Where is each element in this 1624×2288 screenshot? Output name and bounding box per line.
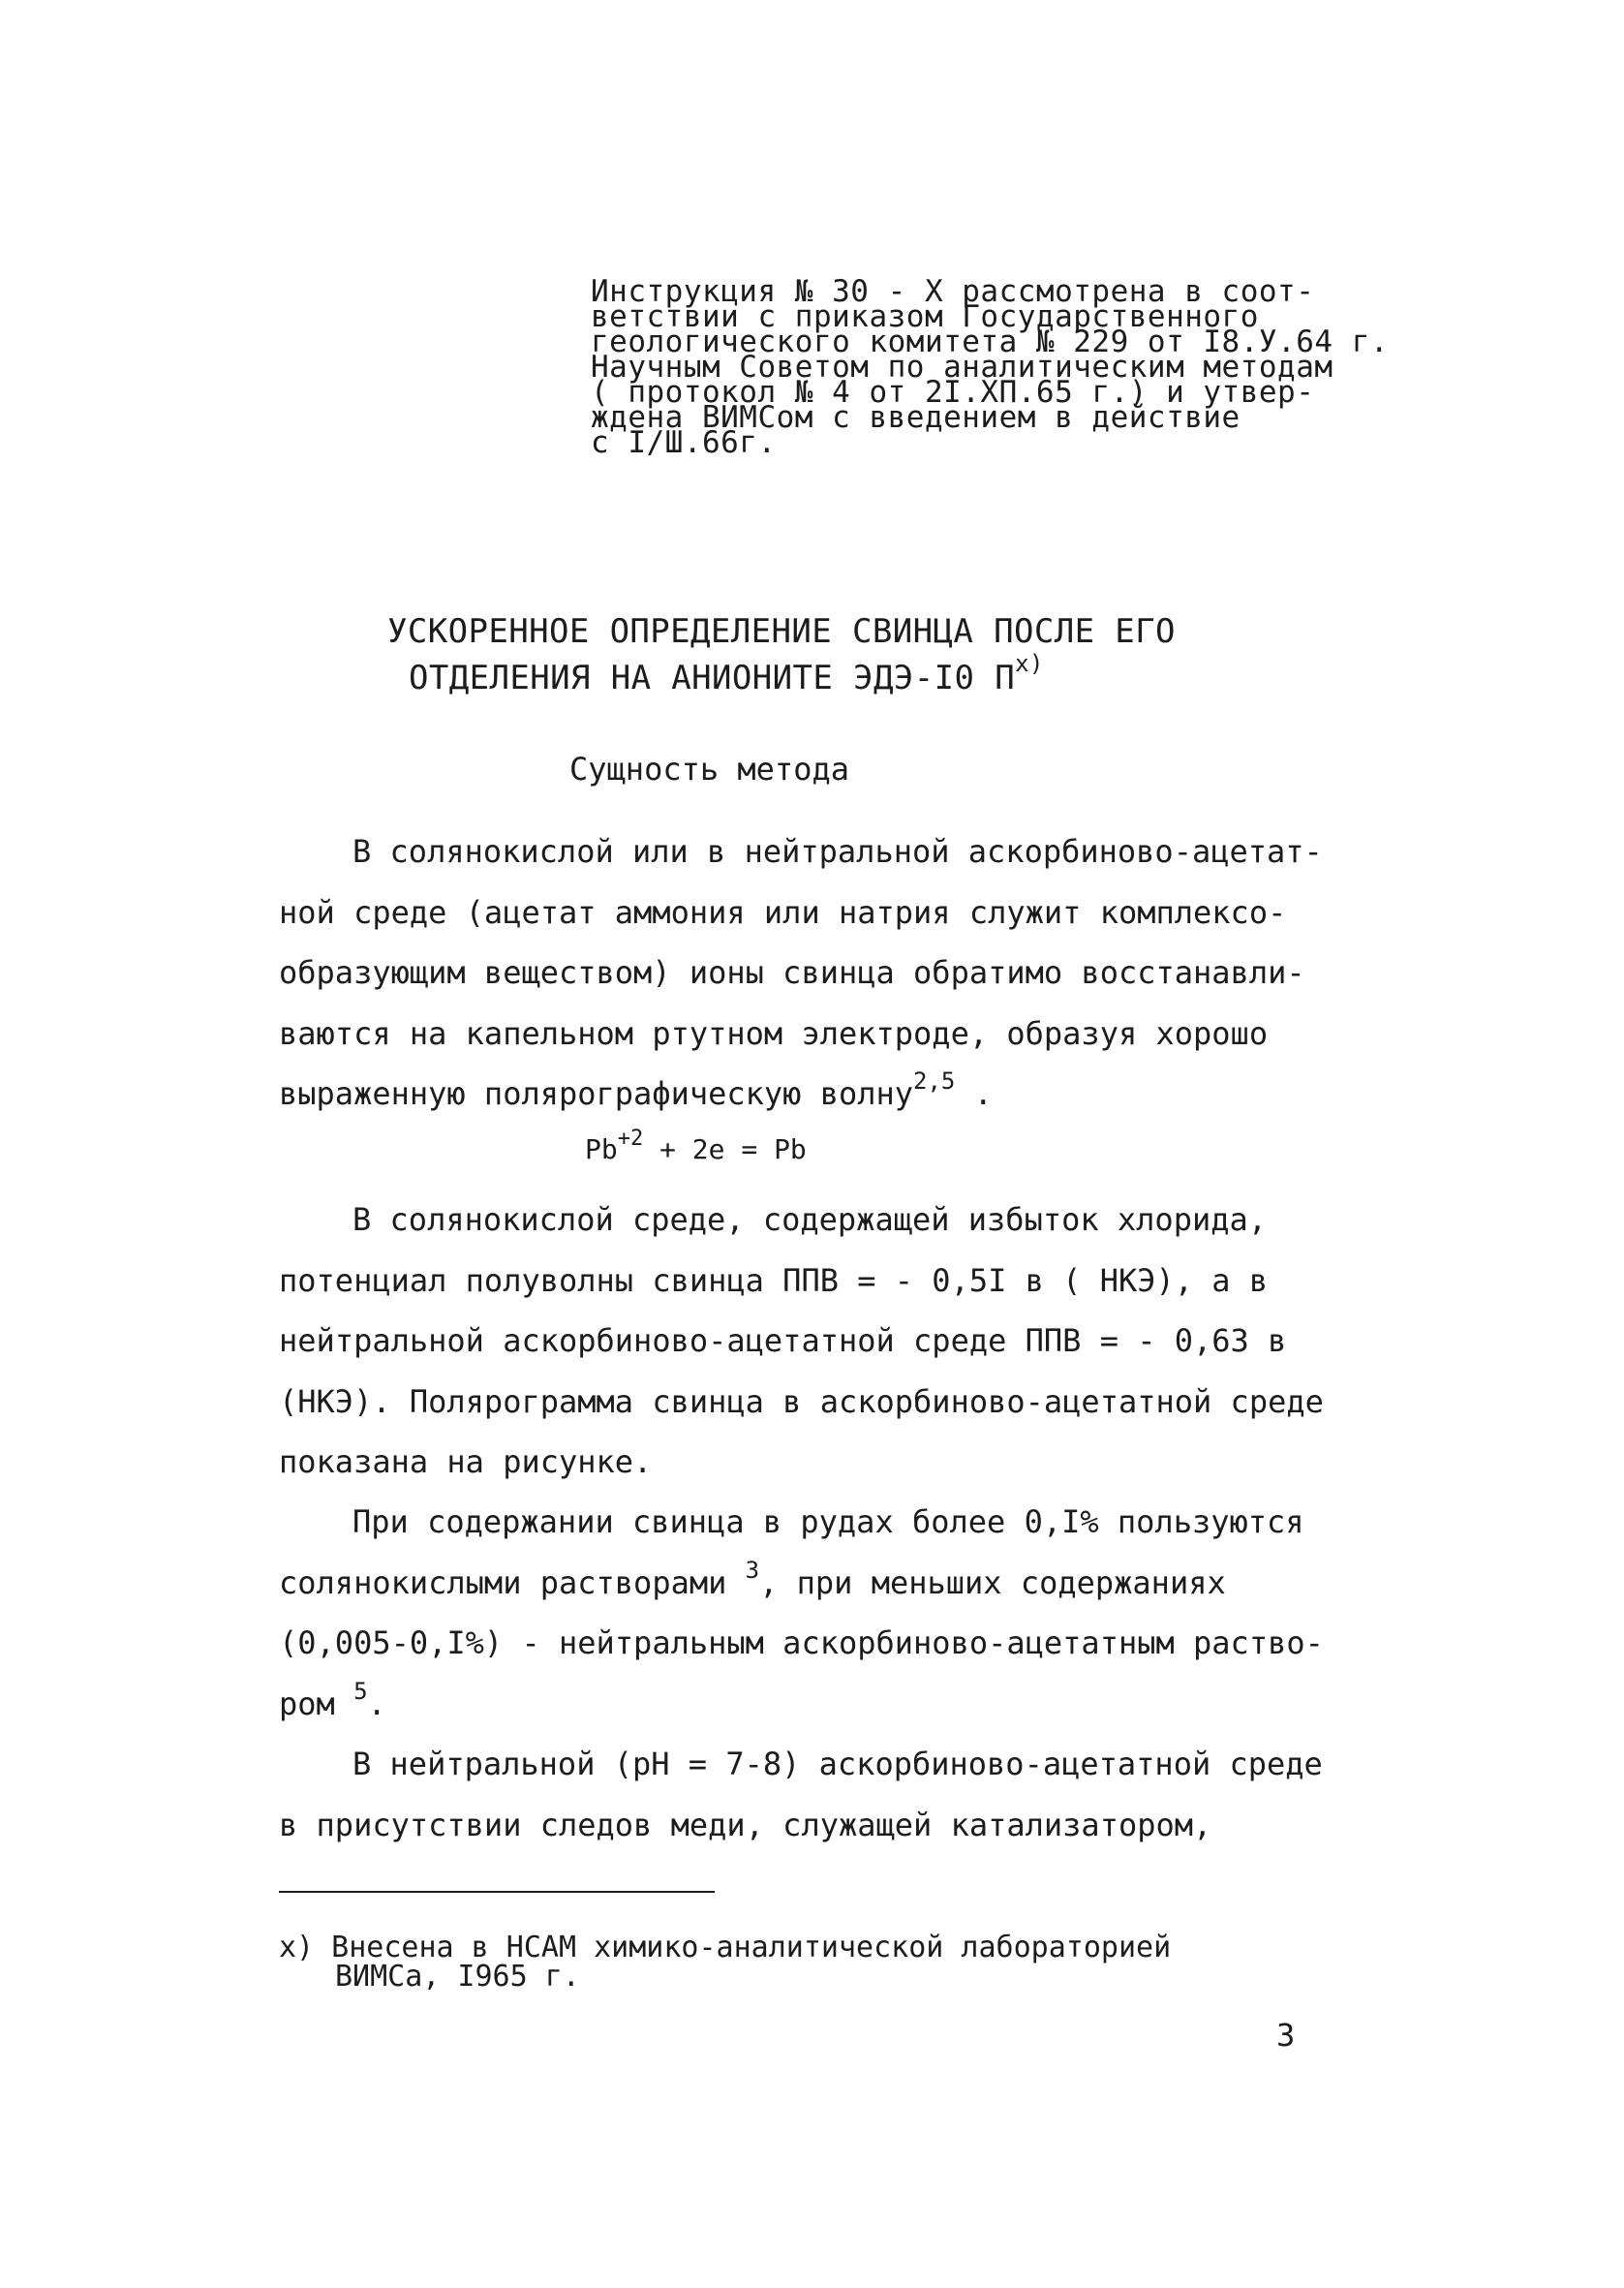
- approval-line: Инструкция № 30 - Х рассмотрена в соот-: [591, 274, 1315, 309]
- footnote-divider: [279, 1891, 715, 1893]
- page-number: 3: [1276, 2017, 1296, 2054]
- formula-charge: +2: [617, 1127, 644, 1151]
- reference-mark: 3: [745, 1556, 760, 1584]
- paragraph-line: ной среде (ацетат аммония или натрия служит комплексо-: [279, 893, 1287, 931]
- paragraph-line: показана на рисунке.: [279, 1443, 653, 1480]
- paragraph-3: [279, 1492, 1325, 1734]
- paragraph-line-text: ром: [279, 1685, 354, 1722]
- paragraph-line: (НКЭ). Полярограмма свинца в аскорбиново-ацетатной среде: [279, 1382, 1324, 1420]
- paragraph-line-text: , при меньших содержаниях: [759, 1563, 1226, 1601]
- paragraph-line-end: .: [955, 1075, 993, 1112]
- approval-line: с I/Ш.66г.: [591, 425, 777, 460]
- paragraph-line: потенциал полуволны свинца ППВ = - 0,5I в ( НКЭ), а в: [279, 1261, 1269, 1299]
- title-footnote-mark: x): [1015, 650, 1044, 677]
- paragraph-line: [279, 1553, 1325, 1614]
- paragraph-line: [279, 1064, 1325, 1125]
- section-heading: Сущность метода: [569, 751, 849, 788]
- paragraph-line: ваются на капельном ртутном электроде, образуя хорошо: [279, 1014, 1269, 1052]
- paragraph-line-end: .: [367, 1685, 386, 1722]
- paragraph-line: В солянокислой среде, содержащей избыток хлорида,: [352, 1201, 1268, 1238]
- footnote-line: x) Внесена в НСАМ химико-аналитической лабораторией: [279, 1931, 1172, 1964]
- reference-mark: 2,5: [913, 1067, 956, 1095]
- paragraph-line: При содержании свинца в рудах более 0,I% пользуются: [352, 1503, 1304, 1540]
- approval-line: Научным Советом по аналитическим методам: [591, 350, 1333, 385]
- paragraph-line-text: солянокислыми растворами: [279, 1563, 746, 1601]
- document-title: [387, 608, 1356, 701]
- reaction-formula: [585, 1127, 807, 1165]
- formula-rest: + 2e = Pb: [643, 1133, 807, 1165]
- title-line-2: [387, 650, 1356, 701]
- approval-line: геологического комитета № 229 от I8.У.64 г.: [591, 325, 1390, 359]
- paragraph-1: [279, 821, 1325, 1125]
- approval-note: [591, 274, 1443, 460]
- title-line-1: УСКОРЕННОЕ ОПРЕДЕЛЕНИЕ СВИНЦА ПОСЛЕ ЕГО: [387, 612, 1176, 651]
- reference-mark: 5: [353, 1677, 368, 1705]
- paragraph-line: нейтральной аскорбиново-ацетатной среде ППВ = - 0,63 в: [279, 1322, 1287, 1359]
- paragraph-line: В нейтральной (pH = 7-8) аскорбиново-ацетатной среде: [352, 1746, 1323, 1782]
- paragraph-line: [279, 1674, 1325, 1735]
- footnote-line: ВИМСа, I965 г.: [335, 1960, 580, 1994]
- approval-line: ветствии с приказом Государственного: [591, 299, 1259, 334]
- paragraph-2: [279, 1190, 1325, 1493]
- footnote: [279, 1933, 1171, 1992]
- formula-left: Pb: [585, 1133, 618, 1165]
- paragraph-line: образующим веществом) ионы свинца обратимо восстанавли-: [279, 954, 1305, 991]
- paragraph-line: (0,005-0,I%) - нейтральным аскорбиново-ацетатным раство-: [279, 1624, 1324, 1661]
- paragraph-line-text: выраженную полярографическую волну: [279, 1075, 914, 1112]
- approval-line: ( протокол № 4 от 2I.ХП.65 г.) и утвер-: [591, 375, 1315, 410]
- paragraph-4: [279, 1734, 1325, 1855]
- paragraph-line: В солянокислой или в нейтральной аскорбиново-ацетат-: [352, 833, 1323, 870]
- title-line-2-text: ОТДЕЛЕНИЯ НА АНИОНИТЕ ЭДЭ-I0 П: [409, 659, 1016, 697]
- paragraph-line: в присутствии следов меди, служащей катализатором,: [279, 1806, 1212, 1843]
- approval-line: ждена ВИМСом с введением в действие: [591, 400, 1241, 435]
